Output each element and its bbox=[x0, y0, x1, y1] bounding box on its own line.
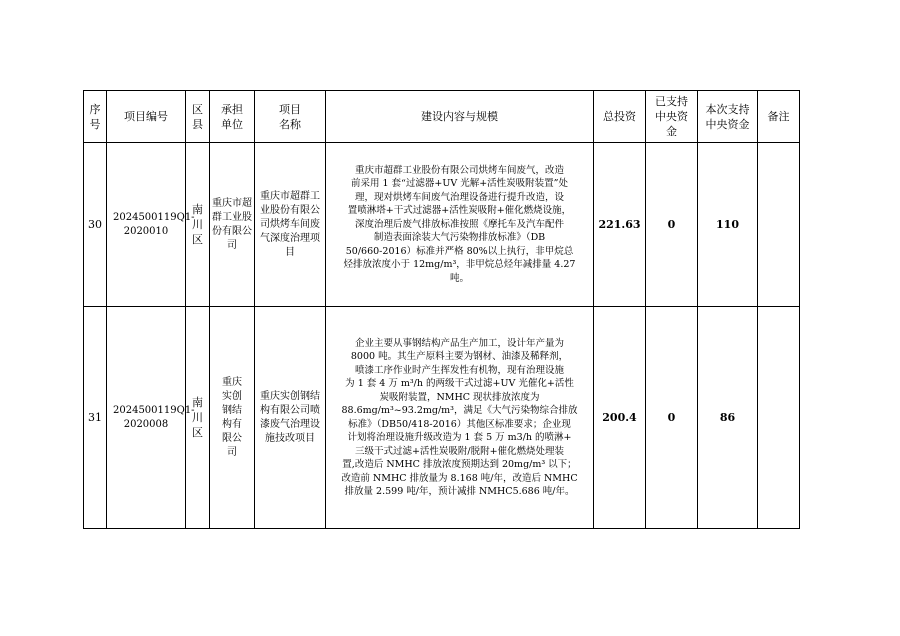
content-line: 为 1 套 4 万 m³/h 的两级干式过滤+UV 光催化+活性 bbox=[345, 378, 574, 389]
content-line: 排放量 2.599 吨/年，预计减排 NMHC5.686 吨/年。 bbox=[344, 486, 575, 497]
content-line: 88.6mg/m³~93.2mg/m³，满足《大气污染物综合排放 bbox=[341, 405, 578, 416]
header-remark: 备注 bbox=[758, 91, 800, 143]
content-line: 标准》（DB50/418-2016）其他区标准要求；企业现 bbox=[348, 418, 571, 430]
header-unit: 承担单位 bbox=[210, 91, 255, 143]
content-line: 理，现对烘烤车间废气治理设备进行提升改造，设 bbox=[354, 191, 564, 203]
content-line: 8000 吨。其生产原料主要为钢材、油漆及稀释剂， bbox=[350, 351, 569, 362]
content-line: 喷漆工序作业时产生挥发性有机物，现有治理设施 bbox=[354, 364, 564, 376]
header-district: 区县 bbox=[186, 91, 210, 143]
table-row bbox=[84, 143, 800, 307]
row-code: 2024500119Q1-2020008 bbox=[107, 307, 186, 529]
row-seq: 30 bbox=[84, 143, 107, 307]
header-current: 本次支持中央资金 bbox=[698, 91, 758, 143]
row-remark bbox=[758, 143, 800, 307]
row-content bbox=[326, 143, 594, 307]
row-district: 南川区 bbox=[186, 307, 210, 529]
header-name: 项目名称 bbox=[255, 91, 326, 143]
row-code: 2024500119Q1-2020010 bbox=[107, 143, 186, 307]
header-supported: 已支持中央资金 bbox=[646, 91, 698, 143]
row-name: 重庆实创钢结构有限公司喷漆废气治理设施技改项目 bbox=[255, 307, 326, 529]
row-total: 221.63 bbox=[594, 143, 646, 307]
row-total: 200.4 bbox=[594, 307, 646, 529]
row-current: 110 bbox=[698, 143, 758, 307]
header-row bbox=[84, 91, 800, 143]
header-code: 项目编号 bbox=[107, 91, 186, 143]
project-table bbox=[83, 90, 800, 529]
row-content bbox=[326, 307, 594, 529]
row-unit: 重庆实创钢结构有限公司 bbox=[210, 307, 255, 529]
content-line: 前采用 1 套“过滤器+UV 光解+活性炭吸附装置”处 bbox=[350, 178, 569, 190]
content-line: 计划将治理设施升级改造为 1 套 5 万 m3/h 的喷淋+ bbox=[347, 432, 572, 443]
content-line: 炭吸附装置，NMHC 现状排放浓度为 bbox=[379, 391, 540, 403]
content-line: 改造前 NMHC 排放量为 8.168 吨/年，改造后 NMHC bbox=[341, 472, 578, 484]
row-unit: 重庆市超群工业股份有限公司 bbox=[210, 143, 255, 307]
row-name: 重庆市超群工业股份有限公司烘烤车间废气深度治理项目 bbox=[255, 143, 326, 307]
content-line: 吨。 bbox=[449, 272, 469, 284]
content-line: 三级干式过滤+活性炭吸附/脱附+催化燃烧处理装 bbox=[354, 445, 565, 457]
content-line: 置喷淋塔+干式过滤器+活性炭吸附+催化燃烧设施， bbox=[347, 205, 572, 217]
content-line: 企业主要从事钢结构产品生产加工，设计年产量为 bbox=[354, 337, 564, 349]
row-supported: 0 bbox=[646, 143, 698, 307]
content-line: 制造表面涂装大气污染物排放标准》（DB bbox=[373, 232, 546, 244]
content-line: 50/660-2016）标准并严格 80%以上执行，非甲烷总 bbox=[345, 245, 574, 257]
header-content: 建设内容与规模 bbox=[326, 91, 594, 143]
content-line: 置,改造后 NMHC 排放浓度预期达到 20mg/m³ 以下； bbox=[342, 459, 577, 470]
row-remark bbox=[758, 307, 800, 529]
row-district: 南川区 bbox=[186, 143, 210, 307]
row-supported: 0 bbox=[646, 307, 698, 529]
row-current: 86 bbox=[698, 307, 758, 529]
header-seq: 序号 bbox=[84, 91, 107, 143]
table-row bbox=[84, 307, 800, 529]
content-line: 烃排放浓度小于 12mg/m³，非甲烷总烃年减排量 4.27 bbox=[343, 259, 576, 271]
content-line: 重庆市超群工业股份有限公司烘烤车间废气，改造 bbox=[354, 164, 564, 176]
row-seq: 31 bbox=[84, 307, 107, 529]
header-total: 总投资 bbox=[594, 91, 646, 143]
content-line: 深度治理后废气排放标准按照《摩托车及汽车配件 bbox=[354, 218, 564, 230]
